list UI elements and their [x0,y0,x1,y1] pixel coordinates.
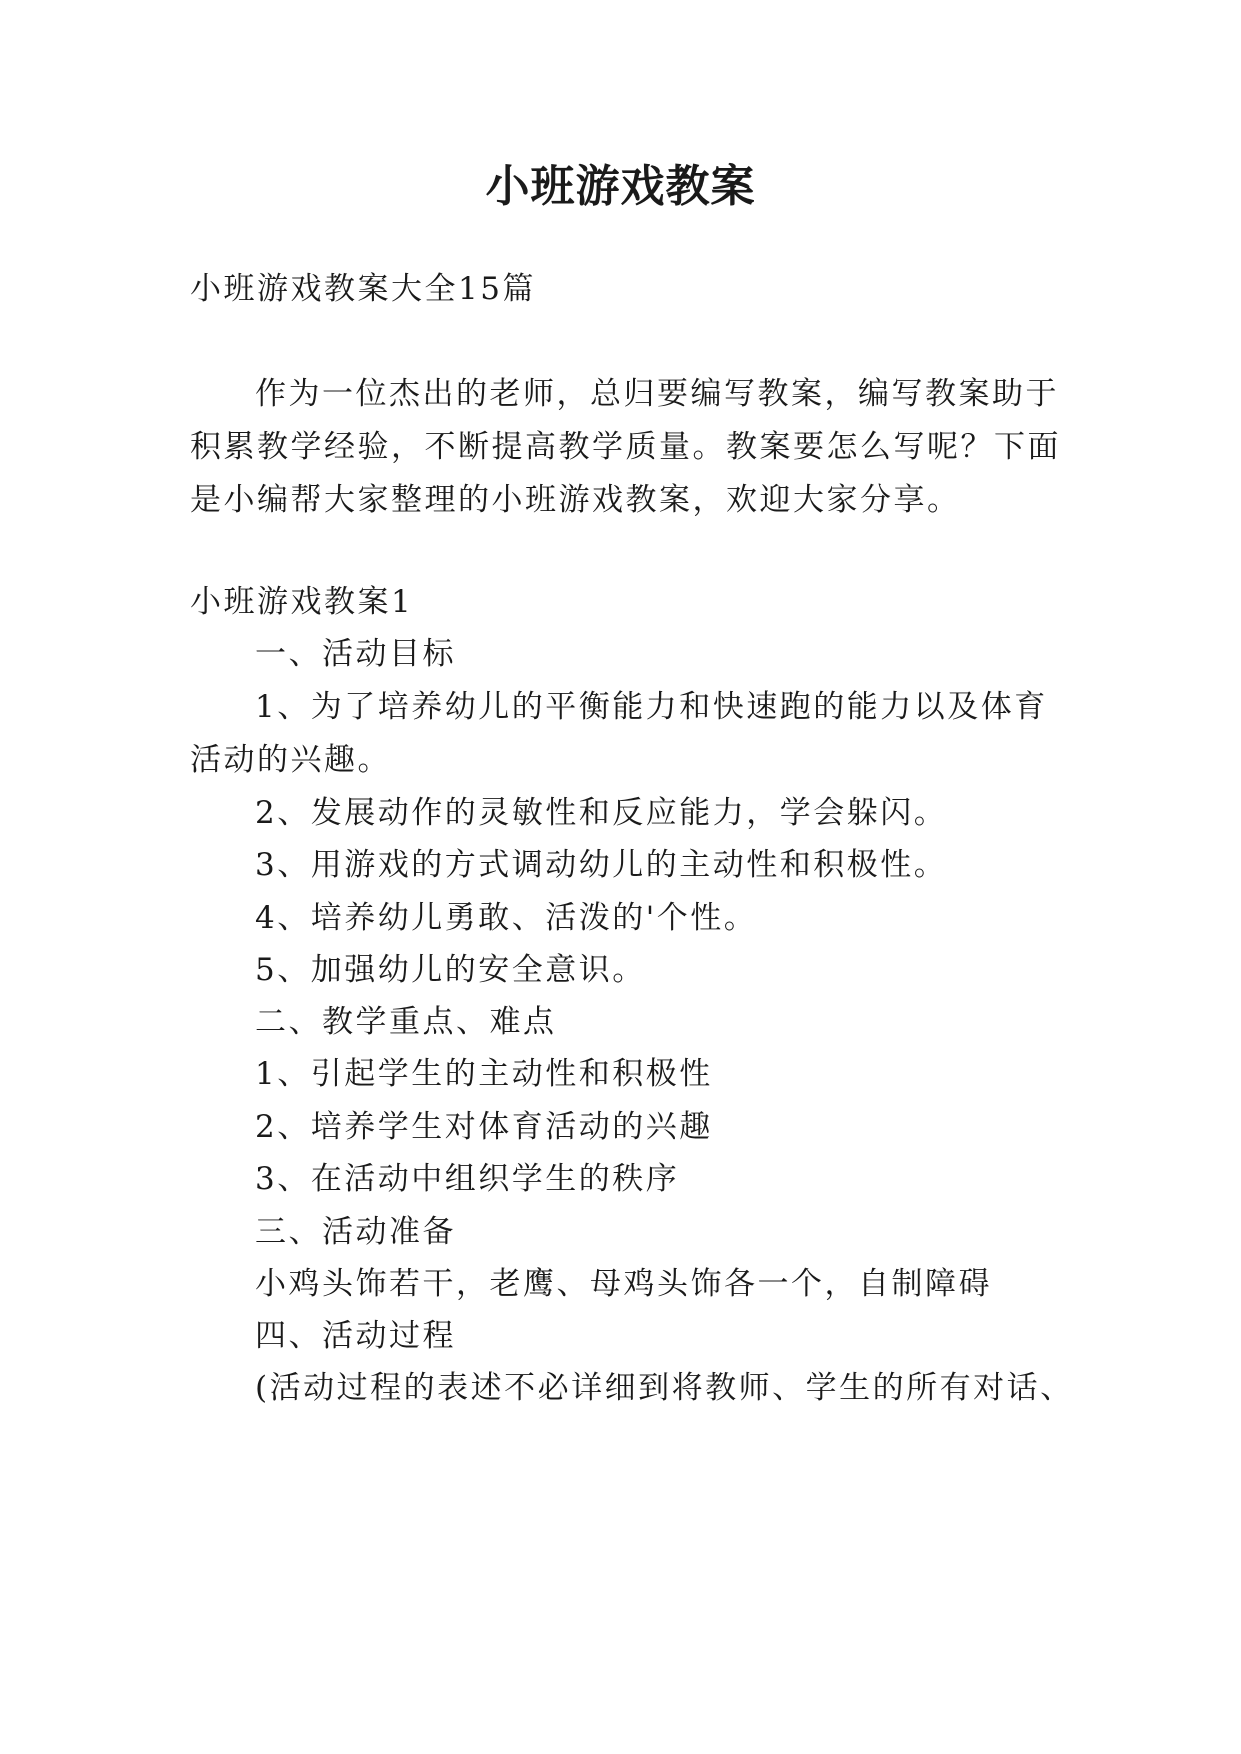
body-line: 小鸡头饰若干，老鹰、母鸡头饰各一个，自制障碍 [255,1266,992,1302]
intro-line: 是小编帮大家整理的小班游戏教案，欢迎大家分享。 [190,482,961,518]
body-line: (活动过程的表述不必详细到将教师、学生的所有对话、 [255,1370,1074,1406]
document-subtitle: 小班游戏教案大全15篇 [190,271,536,307]
body-line: 4、培养幼儿勇敢、活泼的'个性。 [255,900,758,936]
body-line: 四、活动过程 [255,1318,456,1354]
body-line: 三、活动准备 [255,1214,456,1250]
intro-line: 积累教学经验，不断提高教学质量。教案要怎么写呢？下面 [190,429,1061,465]
body-line: 3、在活动中组织学生的秩序 [255,1161,680,1197]
body-line: 5、加强幼儿的安全意识。 [255,952,646,988]
intro-line: 作为一位杰出的老师，总归要编写教案，编写教案助于 [255,376,1059,412]
body-line: 二、教学重点、难点 [255,1004,557,1040]
body-line: 2、发展动作的灵敏性和反应能力，学会躲闪。 [255,795,948,831]
document-title: 小班游戏教案 [485,161,756,212]
section-heading: 小班游戏教案1 [190,584,414,620]
body-line: 2、培养学生对体育活动的兴趣 [255,1109,713,1145]
body-line: 3、用游戏的方式调动幼儿的主动性和积极性。 [255,847,948,883]
body-line: 1、引起学生的主动性和积极性 [255,1056,713,1092]
body-line: 1、为了培养幼儿的平衡能力和快速跑的能力以及体育 [255,689,1048,725]
body-line: 活动的兴趣。 [190,742,391,778]
body-line: 一、活动目标 [255,636,456,672]
